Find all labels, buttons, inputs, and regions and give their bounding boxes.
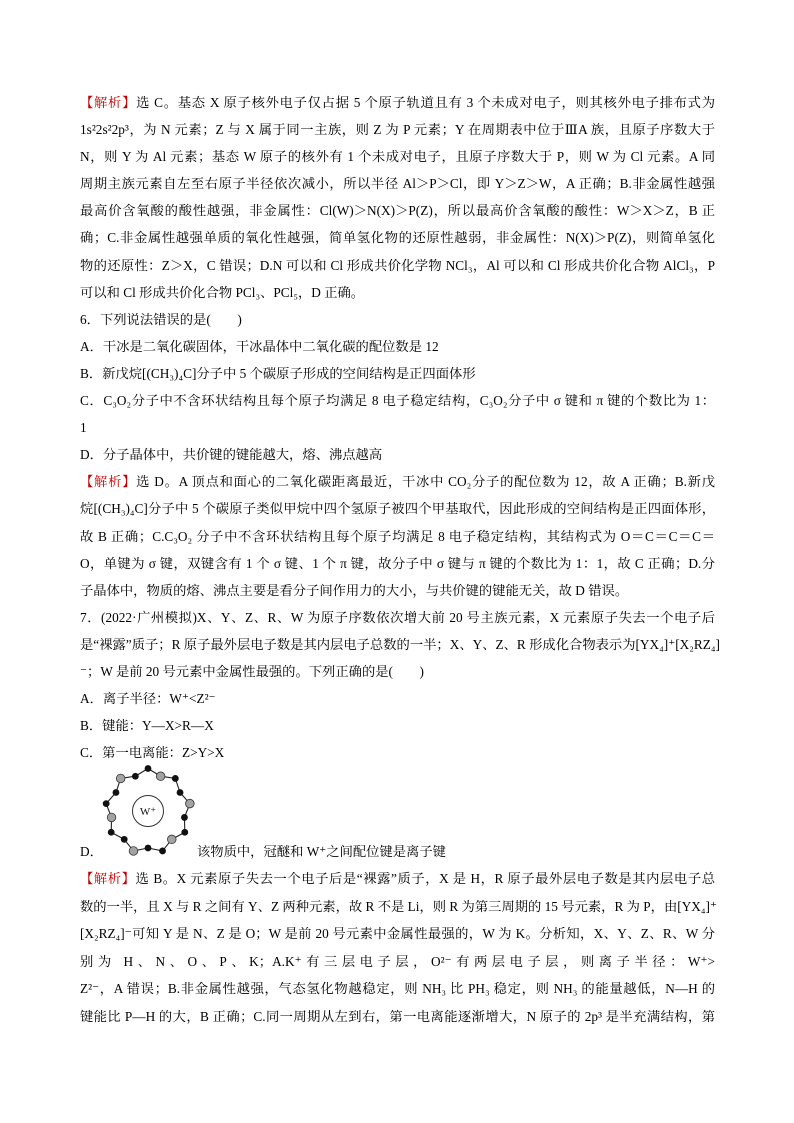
q6-analysis: [80, 468, 715, 603]
oxygen-atom: [156, 772, 165, 781]
analysis-line: O，单键为 σ 键，双键含有 1 个 σ 键、1 个 π 键，故分子中 σ 键与 π 键的个数比为 1：1，故 C 正确；D.分: [80, 555, 715, 571]
question-stem: 7．(2022·广州模拟)X、Y、Z、R、W 为原子序数依次增大前 20 号主族元素，X 元素原子失去一个电子后: [80, 609, 715, 625]
analysis-text: 选 C。基态 X 原子核外电子仅占据 5 个原子轨道且有 3 个未成对电子，则其核外电子排布式为: [136, 95, 715, 110]
question-stem: 6．下列说法错误的是( ): [80, 311, 242, 327]
cation-label: W⁺: [139, 806, 157, 819]
analysis-line: [X₂RZ₄]⁻可知 Y 是 N、Z 是 O；W 是前 20 号元素中金属性最强的，W 为 K。分析知，X、Y、Z、R、W 分: [80, 926, 715, 942]
oxygen-atom: [167, 835, 176, 844]
analysis-line: Z²⁻，A 错误；B.非金属性越强，气态氢化物越稳定，则 NH₃ 比 PH₃ 稳定，则 NH₃ 的能量越低，N—H 的: [80, 981, 715, 997]
carbon-atom: [103, 801, 110, 808]
analysis-line: 1s²2s²2p³，为 N 元素；Z 与 X 属于同一主族，则 Z 为 P 元素；Y 在周期表中位于ⅢA 族，且原子序数大于: [80, 122, 715, 138]
carbon-atom: [113, 789, 120, 796]
carbon-atom: [177, 789, 184, 796]
analysis-line: N，则 Y 为 Al 元素；基态 W 原子的核外有 1 个未成对电子，且原子序数大于 P，则 W 为 Cl 元素。A 同: [80, 149, 715, 165]
option-c: C．第一电离能：Z>Y>X: [80, 745, 225, 761]
question-6: [80, 306, 715, 469]
analysis-line: [80, 89, 715, 116]
option-c: C．C₃O₂分子中不含环状结构且每个原子均满足 8 电子稳定结构，C₃O₂分子中 σ 键和 π 键的个数比为 1：: [80, 393, 715, 409]
oxygen-atom: [107, 813, 116, 822]
option-d-label: D．: [80, 844, 103, 860]
q5-analysis: [80, 89, 715, 306]
analysis-line: 最高价含氧酸的酸性越强，非金属性：Cl(W)＞N(X)＞P(Z)，所以最高价含氧酸的酸性：W＞X＞Z，B 正: [80, 203, 715, 219]
question-stem: 是“裸露”质子；R 原子最外层电子数是其内层电子总数的一半；X、Y、Z、R 形成化合物表示为[YX₄]⁺[X₂RZ₄]: [80, 636, 720, 652]
analysis-line: [80, 865, 715, 893]
crown-ether-diagram: [98, 763, 198, 859]
option-b: B．键能：Y—X>R—X: [80, 718, 214, 734]
analysis-line: 物的还原性：Z＞X，C 错误；D.N 可以和 Cl 形成共价化学物 NCl₃，Al 可以和 Cl 形成共价化合物 AlCl₃，P: [80, 257, 715, 273]
analysis-line: 周期主族元素自左至右原子半径依次减小，所以半径 Al＞P＞Cl，即 Y＞Z＞W，A 正确；B.非金属性越强: [80, 176, 715, 192]
carbon-atom: [132, 773, 139, 780]
analysis-label: 【解析】: [80, 95, 137, 110]
carbon-atom: [159, 848, 166, 855]
oxygen-atom: [116, 774, 125, 783]
carbon-atom: [145, 765, 152, 772]
option-b: B．新戊烷[(CH₃)₄C]分子中 5 个碳原子形成的空间结构是正四面体形: [80, 365, 476, 381]
analysis-line: 故 B 正确；C.C₃O₂ 分子中不含环状结构且每个原子均满足 8 电子稳定结构，其结构式为 O＝C＝C＝C＝: [80, 528, 715, 544]
option-d-text: 该物质中，冠醚和 W⁺之间配位键是离子键: [197, 844, 446, 860]
carbon-atom: [108, 829, 115, 836]
carbon-atom: [172, 775, 179, 782]
carbon-atom: [181, 814, 188, 821]
analysis-line: 别为 H、N、O、P、K；A.K⁺有三层电子层，O²⁻有两层电子层，则离子半径：W⁺>: [80, 953, 715, 969]
analysis-text: 选 D。A 顶点和面心的二氧化碳距离最近，干冰中 CO₂分子的配位数为 12，故 A 正确；B.新戊: [136, 474, 716, 490]
option-a: A．离子半径：W⁺<Z²⁻: [80, 691, 216, 707]
analysis-line: 键能比 P—H 的大，B 正确；C.同一周期从左到右，第一电离能逐渐增大，N 原子的 2p³ 是半充满结构，第: [80, 1008, 715, 1024]
analysis-line: 子晶体中，物质的熔、沸点主要是看分子间作用力的大小，与共价键的键能无关，故 D 错误。: [80, 582, 629, 598]
carbon-atom: [181, 829, 188, 836]
analysis-line: 数的一半，且 X 与 R 之间有 Y、Z 两种元素，故 R 不是 Li，则 R 为第三周期的 15 号元素，R 为 P，由[YX₄]⁺: [80, 898, 717, 914]
carbon-atom: [121, 836, 128, 843]
analysis-line: [80, 468, 715, 495]
option-d: D．分子晶体中，共价键的键能越大，熔、沸点越高: [80, 447, 383, 463]
document-body: [80, 89, 720, 1030]
option-a: A．干冰是二氧化碳固体，干冰晶体中二氧化碳的配位数是 12: [80, 338, 439, 354]
oxygen-atom: [129, 847, 138, 856]
analysis-label: 【解析】: [80, 871, 136, 887]
option-d: [80, 766, 715, 865]
oxygen-atom: [186, 800, 195, 809]
question-7: [80, 604, 720, 866]
question-stem: ⁻；W 是前 20 号元素中金属性最强的。下列正确的是( ): [80, 663, 424, 679]
carbon-atom: [145, 845, 152, 852]
analysis-text: 选 B。X 元素原子失去一个电子后是“裸露”质子，X 是 H，R 原子最外层电子数是其内层电子总: [135, 871, 715, 887]
analysis-line: 可以和 Cl 形成共价化合物 PCl₃、PCl₅，D 正确。: [80, 284, 365, 300]
q7-analysis: [80, 865, 715, 1030]
analysis-line: 烷[(CH₃)₄C]分子中 5 个碳原子类似甲烷中四个氢原子被四个甲基取代，因此形成的空间结构是正四面体形，: [80, 501, 715, 517]
analysis-line: 确；C.非金属性越强单质的氧化性越强，简单氢化物的还原性越弱，非金属性：N(X)＞P(Z)，则简单氢化: [80, 230, 715, 246]
option-c-continued: 1: [80, 420, 87, 436]
analysis-label: 【解析】: [80, 474, 137, 490]
